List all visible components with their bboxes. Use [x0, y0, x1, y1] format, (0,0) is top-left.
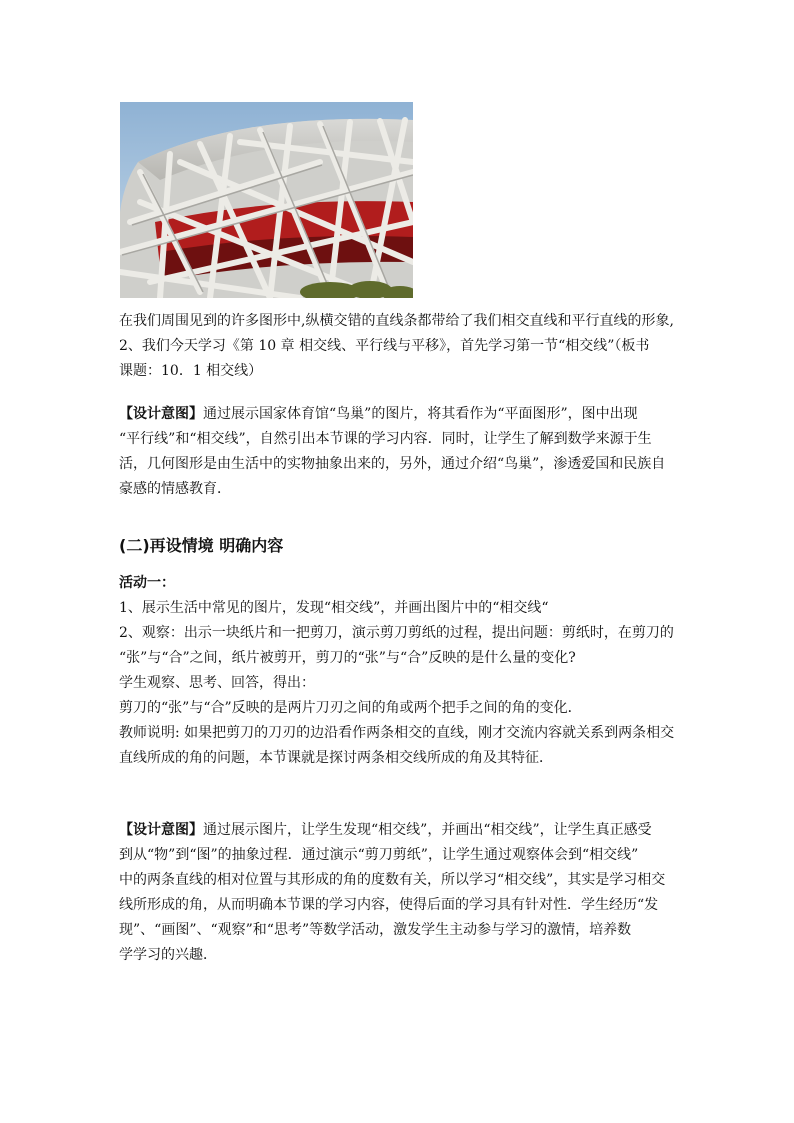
intro-line-2: 2、我们今天学习《第 10 章 相交线、平行线与平移》，首先学习第一节“相交线”（板书 [119, 338, 650, 354]
design-intent-label: 【设计意图】 [119, 822, 203, 838]
stadium-photo [120, 102, 413, 298]
design-intent-2-line-1: 通过展示图片，让学生发现“相交线”，并画出“相交线”，让学生真正感受 [203, 822, 652, 838]
stadium-photo-icon [120, 102, 413, 298]
design-intent-1-line-4: 豪感的情感教育． [119, 481, 231, 497]
design-intent-label: 【设计意图】 [119, 406, 203, 422]
design-intent-1-line-3: 活，几何图形是由生活中的实物抽象出来的，另外，通过介绍“鸟巢”，渗透爱国和民族自 [119, 456, 666, 472]
design-intent-1-line-2: “平行线”和“相交线”，自然引出本节课的学习内容．同时，让学生了解到数学来源于生 [119, 431, 652, 447]
activity-item-2-line-2: “张”与“合”之间，纸片被剪开，剪刀的“张”与“合”反映的是什么量的变化? [119, 650, 576, 666]
student-answer: 剪刀的“张”与“合”反映的是两片刀刃之间的角或两个把手之间的角的变化． [119, 700, 582, 716]
activity-one [119, 571, 679, 771]
design-intent-2 [119, 818, 679, 968]
design-intent-2-line-2: 到从“物”到“图”的抽象过程．通过演示“剪刀剪纸”，让学生通过观察体会到“相交线” [119, 847, 639, 863]
design-intent-1 [119, 402, 679, 502]
design-intent-2-line-5: 现”、“画图”、“观察”和“思考”等数学活动，激发学生主动参与学习的激情，培养数 [119, 922, 632, 938]
activity-item-2-line-1: 2、观察：出示一块纸片和一把剪刀，演示剪刀剪纸的过程，提出问题：剪纸时，在剪刀的 [119, 625, 674, 641]
intro-line-1: 在我们周围见到的许多图形中,纵横交错的直线条都带给了我们相交直线和平行直线的形象, [119, 313, 674, 329]
activity-one-label: 活动一： [119, 575, 175, 591]
design-intent-1-line-1: 通过展示国家体育馆“鸟巢”的图片，将其看作为“平面图形”，图中出现 [203, 406, 638, 422]
activity-item-1: 1、展示生活中常见的图片，发现“相交线”，并画出图片中的“相交线“ [119, 600, 549, 616]
design-intent-2-line-4: 线所形成的角，从而明确本节课的学习内容，使得后面的学习具有针对性．学生经历“发 [119, 897, 659, 913]
teacher-explain-line-1: 教师说明: 如果把剪刀的刀刃的边沿看作两条相交的直线，刚才交流内容就关系到两条相交 [119, 725, 675, 741]
section-heading: (二)再设情境 明确内容 [119, 536, 284, 555]
intro-paragraph [119, 309, 679, 384]
intro-line-3: 课题：10．1 相交线） [119, 363, 263, 379]
teacher-explain-line-2: 直线所成的角的问题，本节课就是探讨两条相交线所成的角及其特征． [119, 750, 553, 766]
design-intent-2-line-3: 中的两条直线的相对位置与其形成的角的度数有关，所以学习“相交线”，其实是学习相交 [119, 872, 666, 888]
student-observe: 学生观察、思考、回答，得出： [119, 675, 315, 691]
design-intent-2-line-6: 学学习的兴趣． [119, 947, 217, 963]
